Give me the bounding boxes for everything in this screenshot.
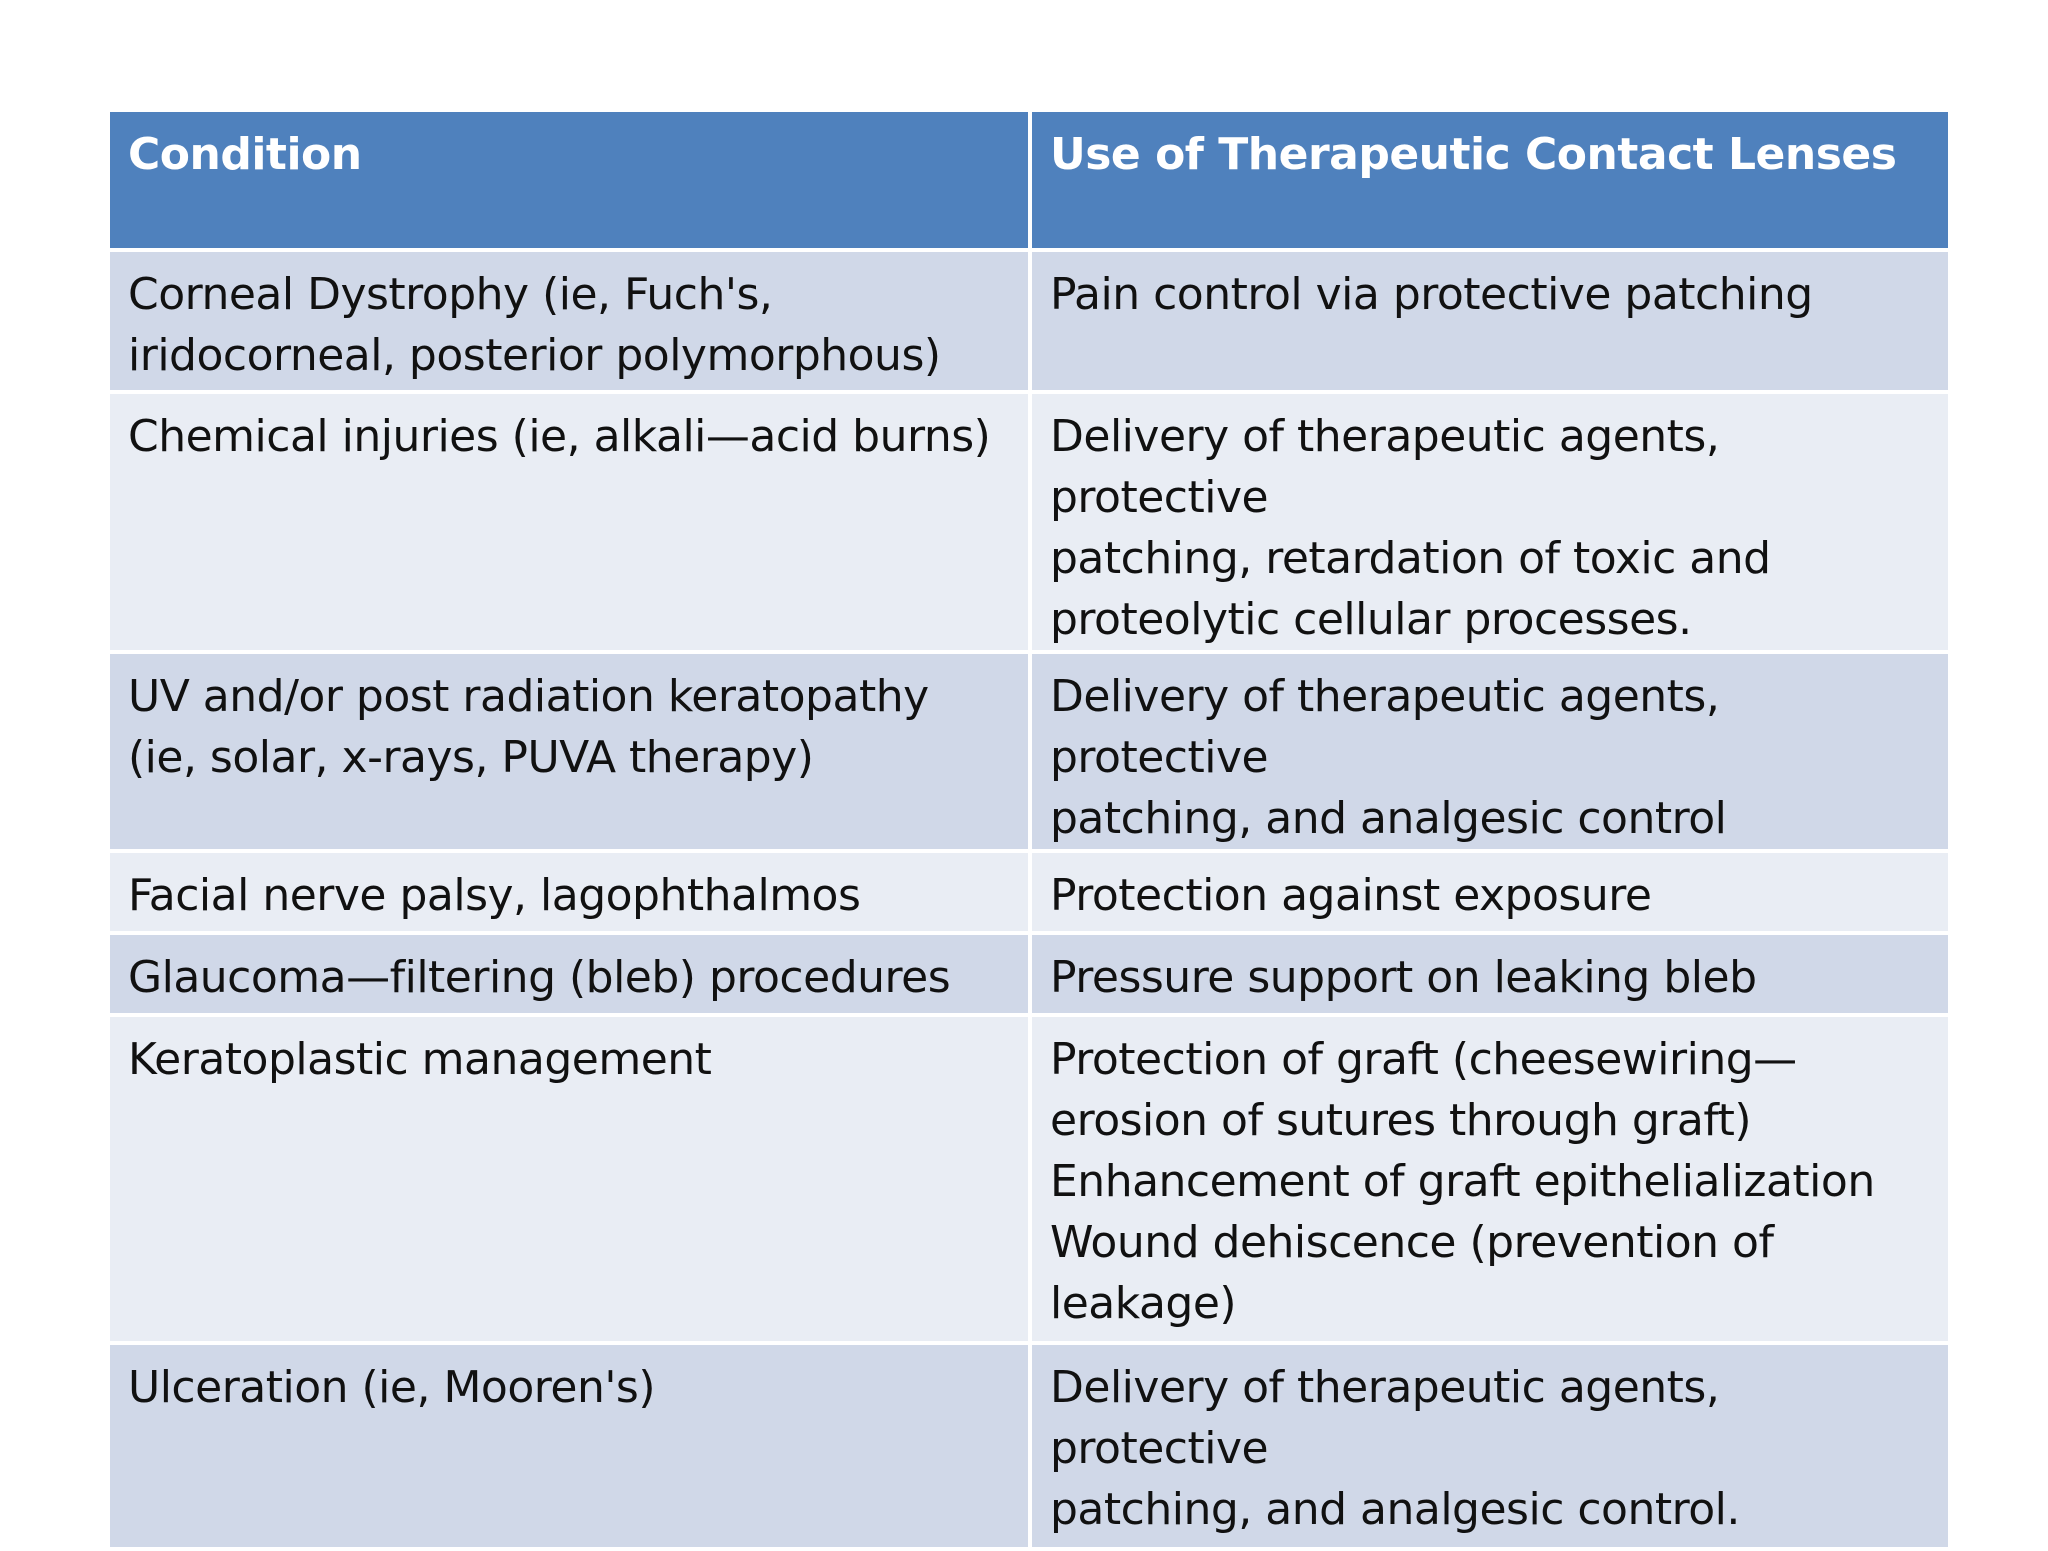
condition-line: Chemical injuries (ie, alkali—acid burns) xyxy=(128,411,991,462)
condition-line: iridocorneal, posterior polymorphous) xyxy=(128,330,941,381)
use-cell xyxy=(1030,652,1950,851)
condition-cell xyxy=(108,250,1030,392)
conditions-table xyxy=(106,108,1952,1551)
use-cell xyxy=(1030,392,1950,652)
use-cell xyxy=(1030,1343,1950,1549)
condition-line: Ulceration (ie, Mooren's) xyxy=(128,1362,656,1413)
condition-line: Glaucoma—filtering (bleb) procedures xyxy=(128,952,951,1003)
use-line: Enhancement of graft epithelialization xyxy=(1050,1156,1875,1207)
header-use: Use of Therapeutic Contact Lenses xyxy=(1030,110,1950,250)
use-line: leakage) xyxy=(1050,1278,1237,1329)
use-cell xyxy=(1030,933,1950,1015)
table-row xyxy=(108,250,1950,392)
table-row xyxy=(108,652,1950,851)
use-line: Protection of graft (cheesewiring— xyxy=(1050,1034,1797,1085)
use-cell xyxy=(1030,1015,1950,1343)
use-line: patching, retardation of toxic and xyxy=(1050,533,1771,584)
table-row xyxy=(108,392,1950,652)
condition-cell xyxy=(108,933,1030,1015)
table-row xyxy=(108,851,1950,933)
table-row xyxy=(108,1343,1950,1549)
condition-cell xyxy=(108,1343,1030,1549)
condition-line: Keratoplastic management xyxy=(128,1034,712,1085)
use-line: Pressure support on leaking bleb xyxy=(1050,952,1757,1003)
use-line: Pain control via protective patching xyxy=(1050,269,1813,320)
table-header xyxy=(108,110,1950,250)
table-row xyxy=(108,933,1950,1015)
table-body xyxy=(108,250,1950,1549)
use-line: proteolytic cellular processes. xyxy=(1050,594,1692,645)
use-line: erosion of sutures through graft) xyxy=(1050,1095,1751,1146)
use-line: patching, and analgesic control xyxy=(1050,793,1727,844)
condition-cell xyxy=(108,392,1030,652)
use-line: Protection against exposure xyxy=(1050,870,1652,921)
use-line: patching, and analgesic control. xyxy=(1050,1484,1740,1535)
use-line: Delivery of therapeutic agents, protective xyxy=(1050,1362,1720,1474)
condition-cell xyxy=(108,652,1030,851)
condition-line: (ie, solar, x-rays, PUVA therapy) xyxy=(128,732,814,783)
use-line: Delivery of therapeutic agents, protective xyxy=(1050,671,1720,783)
condition-line: Corneal Dystrophy (ie, Fuch's, xyxy=(128,269,773,320)
condition-line: Facial nerve palsy, lagophthalmos xyxy=(128,870,861,921)
header-condition: Condition xyxy=(108,110,1030,250)
use-cell xyxy=(1030,250,1950,392)
header-row xyxy=(108,110,1950,250)
use-line: Wound dehiscence (prevention of xyxy=(1050,1217,1774,1268)
use-cell xyxy=(1030,851,1950,933)
condition-cell xyxy=(108,1015,1030,1343)
condition-line: UV and/or post radiation keratopathy xyxy=(128,671,929,722)
condition-cell xyxy=(108,851,1030,933)
use-line: Delivery of therapeutic agents, protective xyxy=(1050,411,1720,523)
table-row xyxy=(108,1015,1950,1343)
